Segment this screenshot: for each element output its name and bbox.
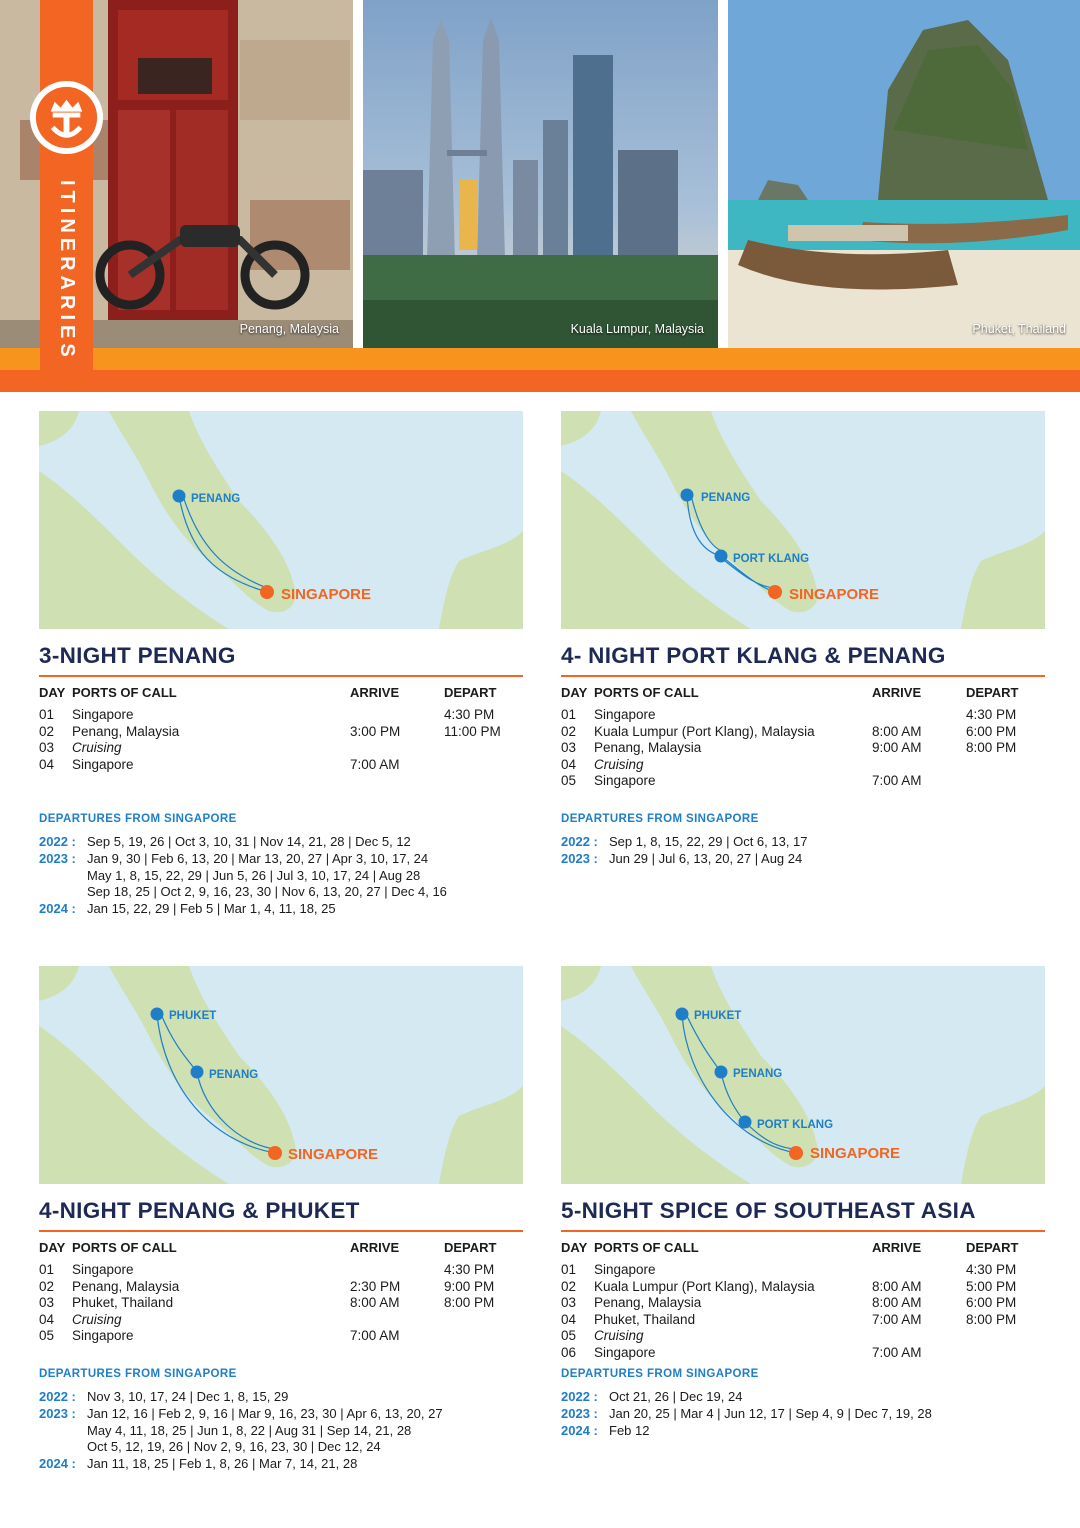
route-map	[561, 411, 1045, 629]
day-cell: 04	[39, 756, 55, 772]
hero-banner	[0, 0, 1080, 392]
departures-heading: DEPARTURES FROM SINGAPORE	[561, 813, 759, 825]
port-row	[561, 757, 1045, 774]
arrive-cell: 8:00 AM	[872, 1278, 922, 1294]
port-cell: Phuket, Thailand	[72, 1295, 174, 1310]
arrive-cell: 2:30 PM	[350, 1278, 401, 1294]
departure-dates: Jan 11, 18, 25 | Feb 1, 8, 26 | Mar 7, 14, 21, 28	[87, 1456, 358, 1472]
orange-band-dark	[0, 370, 1080, 392]
port-cell: Singapore	[72, 707, 134, 722]
column-header: DAY	[561, 1240, 588, 1255]
ports-table	[39, 1240, 523, 1345]
departure-year: 2022 :	[561, 834, 598, 849]
title-rule	[39, 675, 523, 677]
column-header: DEPART	[966, 685, 1019, 700]
port-marker-penang	[191, 1066, 204, 1079]
column-header: PORTS OF CALL	[72, 685, 177, 700]
day-cell: 01	[561, 1262, 577, 1277]
depart-cell: 6:00 PM	[966, 1295, 1017, 1310]
itineraries-tab	[40, 0, 93, 392]
departures-heading: DEPARTURES FROM SINGAPORE	[561, 1368, 759, 1380]
arrive-cell: 7:00 AM	[350, 1328, 400, 1343]
column-header: DEPART	[966, 1240, 1019, 1255]
crown-anchor-logo-icon	[27, 78, 106, 157]
day-cell: 01	[39, 707, 55, 722]
route-map	[39, 411, 523, 629]
port-cell: Penang, Malaysia	[594, 1295, 702, 1310]
port-cell: Singapore	[594, 707, 656, 722]
departure-dates: Jun 29 | Jul 6, 13, 20, 27 | Aug 24	[609, 850, 803, 866]
map-label-phuket: PHUKET	[169, 1010, 217, 1022]
column-header: ARRIVE	[872, 1240, 922, 1255]
port-marker-phuket	[676, 1008, 689, 1021]
kuala-lumpur-skyline-image	[363, 0, 718, 348]
arrive-cell: 7:00 AM	[350, 756, 400, 772]
departure-dates: Jan 15, 22, 29 | Feb 5 | Mar 1, 4, 11, 18, 25	[87, 901, 336, 917]
depart-cell: 8:00 PM	[444, 1295, 495, 1310]
itineraries-label: ITINERARIES	[56, 180, 78, 362]
day-cell: 05	[561, 1328, 577, 1343]
port-cell: Penang, Malaysia	[72, 1278, 180, 1294]
day-cell: 04	[561, 1311, 577, 1327]
port-cell: Kuala Lumpur (Port Klang), Malaysia	[594, 1278, 815, 1294]
route-map	[39, 966, 523, 1184]
day-cell: 04	[561, 756, 577, 772]
departure-dates: Jan 20, 25 | Mar 4 | Jun 12, 17 | Sep 4, 9 | Dec 7, 19, 28	[609, 1405, 932, 1421]
photo-caption: Penang, Malaysia	[239, 322, 339, 336]
ports-table-header	[39, 685, 523, 707]
arrive-cell: 7:00 AM	[872, 1311, 922, 1327]
departure-dates: Oct 5, 12, 19, 26 | Nov 2, 9, 16, 23, 30 | Dec 12, 24	[87, 1439, 381, 1455]
day-cell: 03	[561, 1295, 577, 1310]
depart-cell: 8:00 PM	[966, 740, 1017, 755]
day-cell: 01	[561, 707, 577, 722]
departure-dates: May 4, 11, 18, 25 | Jun 1, 8, 22 | Aug 31 | Sep 14, 21, 28	[87, 1422, 412, 1438]
departure-year: 2022 :	[561, 1389, 598, 1404]
arrive-cell: 8:00 AM	[872, 1295, 922, 1310]
departure-dates: Jan 12, 16 | Feb 2, 9, 16 | Mar 9, 16, 23, 30 | Apr 6, 13, 20, 27	[87, 1405, 443, 1421]
port-row	[561, 707, 1045, 724]
column-header: DEPART	[444, 1240, 497, 1255]
departure-dates: Sep 1, 8, 15, 22, 29 | Oct 6, 13, 17	[609, 834, 808, 849]
departure-dates: Oct 21, 26 | Dec 19, 24	[609, 1389, 743, 1404]
map-label-phuket: PHUKET	[694, 1010, 742, 1022]
orange-band	[0, 348, 1080, 370]
column-header: DAY	[39, 685, 66, 700]
port-row	[39, 724, 523, 741]
port-cell: Cruising	[72, 740, 122, 755]
arrive-cell: 7:00 AM	[872, 773, 922, 788]
column-header: ARRIVE	[872, 685, 922, 700]
depart-cell: 4:30 PM	[444, 707, 495, 722]
port-cell: Penang, Malaysia	[72, 723, 180, 739]
column-header: DEPART	[444, 685, 497, 700]
ports-table-header	[39, 1240, 523, 1262]
day-cell: 03	[561, 740, 577, 755]
port-row	[39, 1328, 523, 1345]
departure-year: 2023 :	[561, 1405, 598, 1421]
depart-cell: 9:00 PM	[444, 1278, 495, 1294]
port-row	[561, 1262, 1045, 1279]
port-row	[39, 1295, 523, 1312]
map-label-singapore: SINGAPORE	[281, 586, 372, 603]
port-cell: Phuket, Thailand	[594, 1311, 696, 1327]
port-row	[39, 740, 523, 757]
port-marker-penang	[715, 1066, 728, 1079]
ports-table	[561, 685, 1045, 790]
depart-cell: 11:00 PM	[444, 723, 501, 739]
column-header: PORTS OF CALL	[594, 685, 699, 700]
day-cell: 03	[39, 740, 55, 755]
departure-year: 2022 :	[39, 834, 76, 849]
day-cell: 02	[561, 1278, 577, 1294]
port-row	[561, 724, 1045, 741]
departures-heading: DEPARTURES FROM SINGAPORE	[39, 813, 237, 825]
depart-cell: 4:30 PM	[444, 1262, 495, 1277]
phuket-beach-image	[728, 0, 1080, 348]
departure-year: 2024 :	[39, 1456, 76, 1472]
port-marker-singapore	[768, 585, 782, 599]
photo-caption: Kuala Lumpur, Malaysia	[570, 322, 704, 336]
port-cell: Cruising	[594, 1328, 644, 1343]
map-label-portklang: PORT KLANG	[733, 553, 810, 565]
map-label-penang: PENANG	[191, 493, 241, 505]
title-rule	[561, 675, 1045, 677]
port-marker-portklang	[715, 550, 728, 563]
port-cell: Singapore	[594, 1344, 656, 1360]
departures-heading: DEPARTURES FROM SINGAPORE	[39, 1368, 237, 1380]
port-marker-penang	[173, 490, 186, 503]
depart-cell: 5:00 PM	[966, 1278, 1017, 1294]
port-row	[561, 773, 1045, 790]
column-header: ARRIVE	[350, 685, 400, 700]
itinerary-title: 3-NIGHT PENANG	[39, 643, 236, 668]
ports-table	[561, 1240, 1045, 1361]
port-cell: Cruising	[72, 1311, 122, 1327]
port-cell: Singapore	[72, 756, 134, 772]
itinerary-title: 4-NIGHT PENANG & PHUKET	[39, 1198, 360, 1223]
column-header: DAY	[39, 1240, 66, 1255]
column-header: PORTS OF CALL	[594, 1240, 699, 1255]
departure-dates: Sep 5, 19, 26 | Oct 3, 10, 31 | Nov 14, 21, 28 | Dec 5, 12	[87, 834, 411, 849]
itinerary-title: 4- NIGHT PORT KLANG & PENANG	[561, 643, 946, 668]
day-cell: 04	[39, 1311, 55, 1327]
column-header: DAY	[561, 685, 588, 700]
port-row	[561, 740, 1045, 757]
day-cell: 03	[39, 1295, 55, 1310]
map-label-singapore: SINGAPORE	[789, 586, 880, 603]
ports-table	[39, 685, 523, 773]
day-cell: 01	[39, 1262, 55, 1277]
port-row	[561, 1345, 1045, 1362]
title-rule	[39, 1230, 523, 1232]
port-cell: Kuala Lumpur (Port Klang), Malaysia	[594, 723, 815, 739]
departure-dates: Sep 18, 25 | Oct 2, 9, 16, 23, 30 | Nov 6, 13, 20, 27 | Dec 4, 16	[87, 884, 447, 900]
port-cell: Singapore	[594, 1262, 656, 1277]
port-cell: Singapore	[594, 773, 656, 788]
map-label-singapore: SINGAPORE	[288, 1146, 379, 1163]
port-marker-singapore	[268, 1146, 282, 1160]
port-row	[39, 757, 523, 774]
photo-phuket	[728, 0, 1080, 348]
departure-year: 2023 :	[39, 1405, 76, 1421]
departure-dates: May 1, 8, 15, 22, 29 | Jun 5, 26 | Jul 3, 10, 17, 24 | Aug 28	[87, 867, 421, 883]
ports-table-header	[561, 685, 1045, 707]
departure-year: 2024 :	[39, 901, 76, 917]
port-row	[39, 1279, 523, 1296]
depart-cell: 8:00 PM	[966, 1311, 1017, 1327]
depart-cell: 4:30 PM	[966, 1262, 1017, 1277]
departure-year: 2022 :	[39, 1389, 76, 1404]
route-map	[561, 966, 1045, 1184]
map-label-portklang: PORT KLANG	[757, 1119, 834, 1131]
arrive-cell: 8:00 AM	[872, 723, 922, 739]
map-label-singapore: SINGAPORE	[810, 1145, 901, 1162]
day-cell: 02	[39, 1278, 55, 1294]
port-row	[561, 1279, 1045, 1296]
departure-dates: Jan 9, 30 | Feb 6, 13, 20 | Mar 13, 20, 27 | Apr 3, 10, 17, 24	[87, 850, 429, 866]
photo-caption: Phuket, Thailand	[972, 322, 1066, 336]
day-cell: 05	[39, 1328, 55, 1343]
arrive-cell: 3:00 PM	[350, 723, 401, 739]
port-row	[561, 1328, 1045, 1345]
arrive-cell: 9:00 AM	[872, 740, 922, 755]
port-cell: Penang, Malaysia	[594, 740, 702, 755]
photo-kuala-lumpur	[363, 0, 718, 348]
port-cell: Cruising	[594, 756, 644, 772]
port-row	[39, 1262, 523, 1279]
day-cell: 06	[561, 1344, 577, 1360]
day-cell: 02	[39, 723, 55, 739]
departure-year: 2024 :	[561, 1422, 598, 1438]
port-marker-phuket	[151, 1008, 164, 1021]
depart-cell: 6:00 PM	[966, 723, 1017, 739]
port-marker-singapore	[789, 1146, 803, 1160]
depart-cell: 4:30 PM	[966, 707, 1017, 722]
port-marker-penang	[681, 489, 694, 502]
port-row	[561, 1295, 1045, 1312]
port-cell: Singapore	[72, 1328, 134, 1343]
map-label-penang: PENANG	[209, 1069, 259, 1081]
port-marker-singapore	[260, 585, 274, 599]
title-rule	[561, 1230, 1045, 1232]
ports-table-header	[561, 1240, 1045, 1262]
departure-year: 2023 :	[39, 850, 76, 866]
map-label-penang: PENANG	[733, 1068, 783, 1080]
port-row	[561, 1312, 1045, 1329]
port-marker-portklang	[739, 1116, 752, 1129]
day-cell: 05	[561, 773, 577, 788]
map-label-penang: PENANG	[701, 492, 751, 504]
column-header: PORTS OF CALL	[72, 1240, 177, 1255]
port-cell: Singapore	[72, 1262, 134, 1277]
departure-dates: Nov 3, 10, 17, 24 | Dec 1, 8, 15, 29	[87, 1389, 289, 1404]
arrive-cell: 8:00 AM	[350, 1295, 400, 1310]
departure-dates: Feb 12	[609, 1422, 650, 1438]
column-header: ARRIVE	[350, 1240, 400, 1255]
itinerary-title: 5-NIGHT SPICE OF SOUTHEAST ASIA	[561, 1198, 976, 1223]
day-cell: 02	[561, 723, 577, 739]
port-row	[39, 1312, 523, 1329]
departure-year: 2023 :	[561, 850, 598, 866]
arrive-cell: 7:00 AM	[872, 1344, 922, 1360]
port-row	[39, 707, 523, 724]
